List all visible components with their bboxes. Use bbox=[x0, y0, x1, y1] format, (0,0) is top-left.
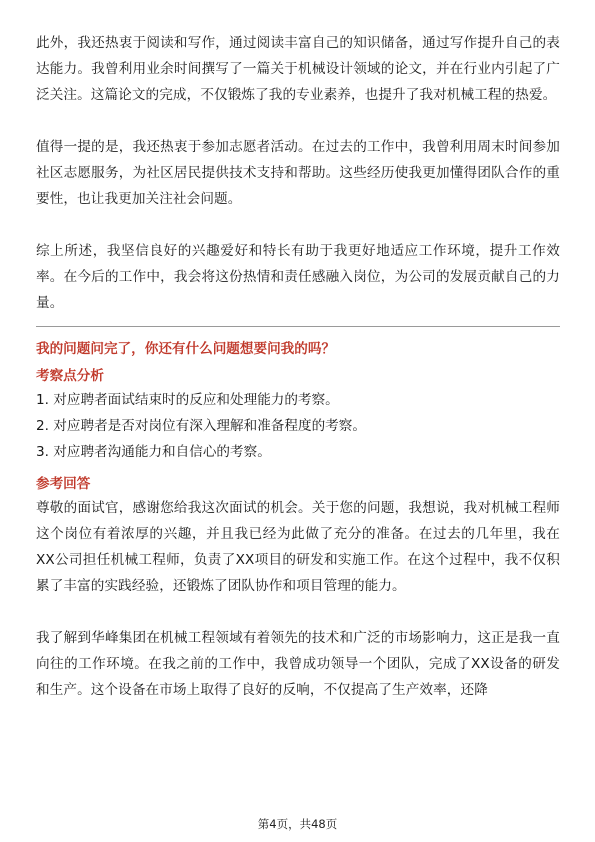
section-divider bbox=[36, 326, 560, 327]
answer-paragraph-2: 我了解到华峰集团在机械工程领域有着领先的技术和广泛的市场影响力，这正是我一直向往的工作环境。在我之前的工作中，我曾成功领导一个团队，完成了XX设备的研发和生产。这个设备在市场上取得了良好的反响，不仅提高了生产效率，还降 bbox=[36, 630, 560, 698]
answer-label: 参考回答 bbox=[36, 476, 91, 492]
spacer bbox=[36, 465, 560, 473]
intro-paragraph-2: 值得一提的是，我还热衷于参加志愿者活动。在过去的工作中，我曾利用周末时间参加社区志愿服务，为社区居民提供技术支持和帮助。这些经历使我更加懂得团队合作的重要性，也让我更加关注社会问题。 bbox=[36, 139, 560, 207]
analysis-item-2: 2. 对应聘者是否对岗位有深入理解和准备程度的考察。 bbox=[36, 418, 366, 434]
page-footer: 第4页，共48页 bbox=[257, 817, 338, 831]
interview-question: 我的问题问完了，你还有什么问题想要问我的吗？ bbox=[36, 341, 336, 357]
intro-paragraph-1: 此外，我还热衷于阅读和写作，通过阅读丰富自己的知识储备，通过写作提升自己的表达能力。我曾利用业余时间撰写了一篇关于机械设计领域的论文，并在行业内引起了广泛关注。这篇论文的完成，不仅锻炼了我的专业素养，也提升了我对机械工程的热爱。 bbox=[36, 35, 560, 103]
answer-paragraph-1: 尊敬的面试官，感谢您给我这次面试的机会。关于您的问题，我想说，我对机械工程师这个岗位有着浓厚的兴趣，并且我已经为此做了充分的准备。在过去的几年里，我在XX公司担任机械工程师，负责了XX项目的研发和实施工作。在这个过程中，我不仅积累了丰富的实践经验，还锻炼了团队协作和项目管理的能力。 bbox=[36, 500, 560, 594]
analysis-item-3: 3. 对应聘者沟通能力和自信心的考察。 bbox=[36, 444, 271, 460]
document-page bbox=[36, 30, 560, 703]
analysis-item-1: 1. 对应聘者面试结束时的反应和处理能力的考察。 bbox=[36, 392, 339, 408]
analysis-label: 考察点分析 bbox=[36, 368, 104, 384]
intro-paragraph-3: 综上所述，我坚信良好的兴趣爱好和特长有助于我更好地适应工作环境，提升工作效率。在今后的工作中，我会将这份热情和责任感融入岗位，为公司的发展贡献自己的力量。 bbox=[36, 243, 560, 311]
